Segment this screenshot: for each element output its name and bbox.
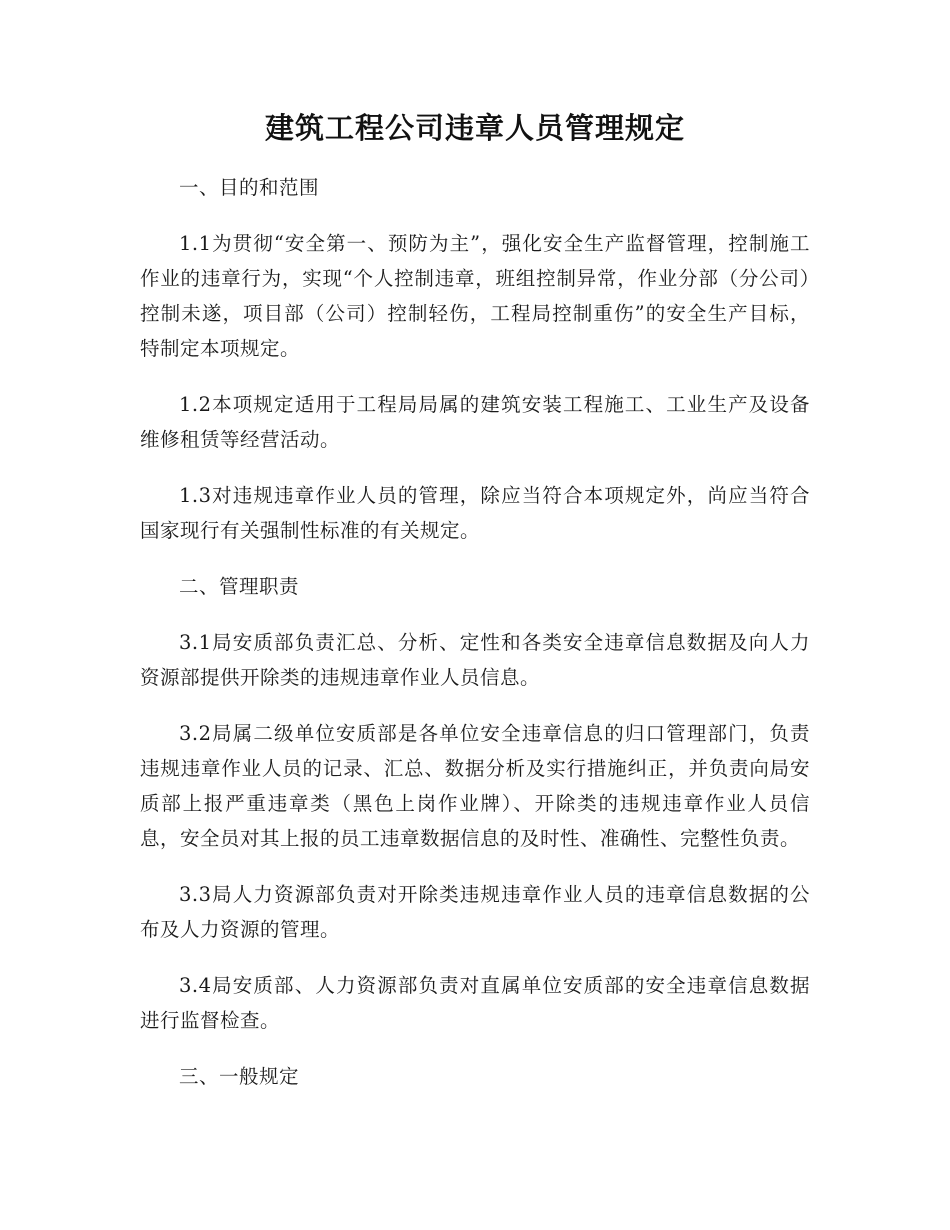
document-title: 建筑工程公司违章人员管理规定	[264, 111, 685, 145]
clause-1-3: 1.3对违规违章作业人员的管理，除应当符合本项规定外，尚应当符合国家现行有关强制性标准的有关规定。	[140, 484, 810, 542]
section-heading-purpose-scope: 一、目的和范围	[179, 176, 320, 199]
section-heading-responsibilities: 二、管理职责	[179, 575, 300, 598]
clause-3-2: 3.2局属二级单位安质部是各单位安全违章信息的归口管理部门，负责违规违章作业人员的记录、汇总、数据分析及实行措施纠正，并负责向局安质部上报严重违章类（黑色上岗作业牌）、开除类的违规违章作业人员信息，安全员对其上报的员工违章数据信息的及时性、准确性、完整性负责。	[140, 722, 810, 850]
clause-1-2: 1.2本项规定适用于工程局局属的建筑安装工程施工、工业生产及设备维修租赁等经营活动。	[140, 393, 810, 451]
clause-3-1: 3.1局安质部负责汇总、分析、定性和各类安全违章信息数据及向人力资源部提供开除类的违规违章作业人员信息。	[140, 631, 810, 689]
clause-3-4: 3.4局安质部、人力资源部负责对直属单位安质部的安全违章信息数据进行监督检查。	[140, 974, 810, 1032]
section-heading-general-provisions: 三、一般规定	[179, 1065, 300, 1088]
clause-3-3: 3.3局人力资源部负责对开除类违规违章作业人员的违章信息数据的公布及人力资源的管理。	[140, 883, 810, 941]
clause-1-1: 1.1为贯彻“安全第一、预防为主”，强化安全生产监督管理，控制施工作业的违章行为，实现“个人控制违章，班组控制异常，作业分部（分公司）控制未遂，项目部（公司）控制轻伤，工程局控制重伤”的安全生产目标，特制定本项规定。	[140, 232, 810, 360]
